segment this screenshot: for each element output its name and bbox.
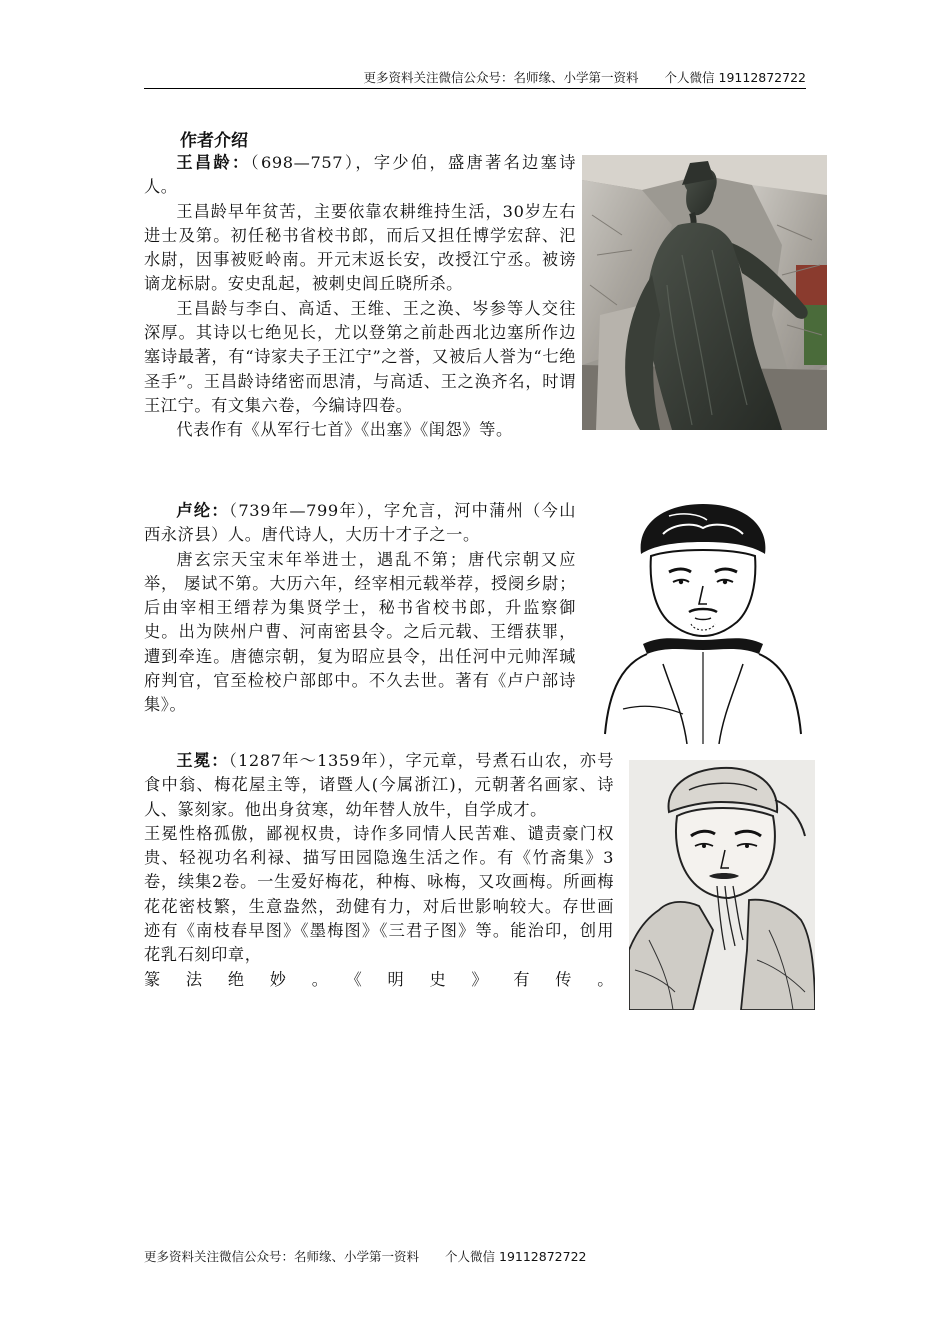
wang-changling-paragraph-2: 王昌龄与李白、高适、王维、王之涣、岑参等人交往深厚。其诗以七绝见长，尤以登第之前赴西北边塞所作边塞诗最著，有“诗家夫子王江宁”之誉，又被后人誉为“七绝圣手”。王昌龄诗绪密而思清，与高适、王之涣齐名，时谓王江宁。有文集六卷，今编诗四卷。 [144,298,576,415]
wang-changling-bio [144,151,576,443]
wang-changling-intro [144,151,576,200]
wang-changling-name: 王昌龄： [176,153,251,172]
wang-mian-paragraph-1: 王冕性格孤傲，鄙视权贵，诗作多同情人民苦难、谴责豪门权贵、轻视功名利禄、描写田园隐逸生活之作。有《竹斋集》3卷，续集2卷。一生爱好梅花，种梅、咏梅，又攻画梅。所画梅花花密枝繁，生意盎然，劲健有力，对后世影响较大。存世画迹有《南枝春早图》《墨梅图》《三君子图》等。能治印，创用花乳石刻印章， [144,823,614,965]
wang-mian-name: 王冕： [176,751,229,770]
lu-lun-bio [144,499,576,718]
lu-lun-name: 卢纶： [176,501,229,520]
lu-lun-intro [144,499,576,548]
header-rule [144,88,806,89]
wang-mian-intro-text: （1287年～1359年），字元章，号煮石山农，亦号食中翁、梅花屋主等，诸暨人(今属浙江)，元朝著名画家、诗人、篆刻家。他出身贫寒，幼年替人放牛，自学成才。 [144,751,614,819]
wang-mian-sketch-portrait [629,760,815,1010]
footer-right-text: 个人微信 19112872722 [445,1249,587,1264]
wang-changling-paragraph-1: 王昌龄早年贫苦，主要依靠农耕维持生活，30岁左右进士及第。初任秘书省校书郎，而后又担任博学宏辞、汜水尉，因事被贬岭南。开元末返长安，改授江宁丞。被谤谪龙标尉。安史乱起，被刺史闾丘晓所杀。 [144,201,576,294]
wang-mian-intro [144,749,614,822]
page-header [144,68,806,86]
wang-mian-paragraph-1-end: 篆法绝妙。《明史》有传。 [144,969,614,989]
section-title: 作者介绍 [180,131,248,151]
page-footer [144,1247,586,1265]
lu-lun-intro-text: （739年—799年），字允言，河中蒲州（今山西永济县）人。唐代诗人，大历十才子之一。 [144,501,576,545]
lu-lun-paragraph-1: 唐玄宗天宝末年举进士，遇乱不第；唐代宗朝又应举， 屡试不第。大历六年，经宰相元载举荐，授阌乡尉；后由宰相王缙荐为集贤学士，秘书省校书郎，升监察御史。出为陕州户曹、河南密县令。之后元载、王缙获罪，遭到牵连。唐德宗朝，复为昭应县令，出任河中元帅浑瑊府判官，官至检校户部郎中。不久去世。著有《卢户部诗集》。 [144,549,576,715]
header-left-text: 更多资料关注微信公众号：名师缘、小学第一资料 [363,70,639,85]
wang-changling-intro-text: （698—757），字少伯，盛唐著名边塞诗人。 [144,153,576,197]
wang-changling-paragraph-3: 代表作有《从军行七首》《出塞》《闺怨》等。 [176,420,513,440]
wang-mian-bio [144,749,614,992]
wang-changling-statue-photo [582,155,827,430]
lu-lun-sketch-portrait [603,494,803,744]
header-right-text: 个人微信 19112872722 [664,70,806,85]
footer-left-text: 更多资料关注微信公众号：名师缘、小学第一资料 [144,1249,420,1264]
